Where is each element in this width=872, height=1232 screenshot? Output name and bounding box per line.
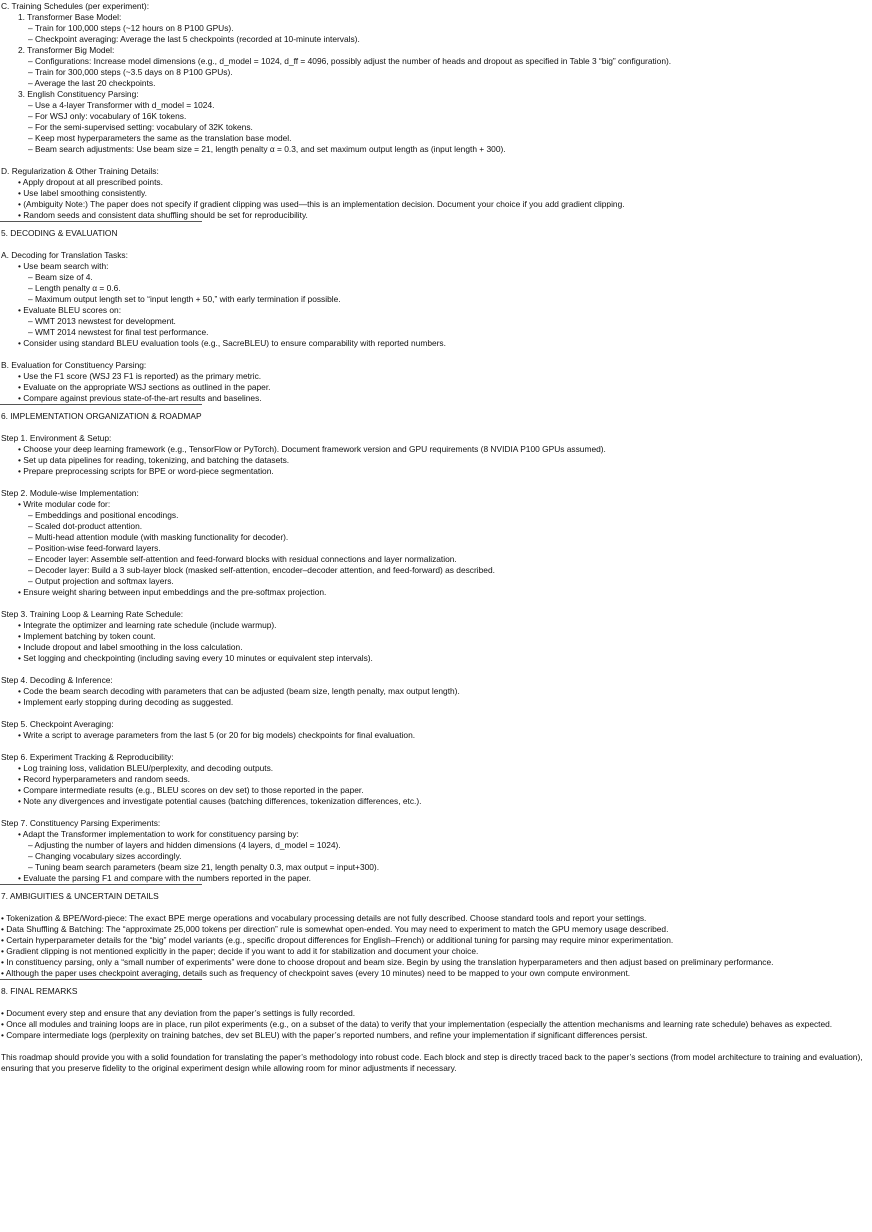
text-line: • Use beam search with: [18,261,109,271]
blank-line [0,997,872,1008]
text-line: – Configurations: Increase model dimensions (e.g., d_model = 1024, d_ff = 4096, possibly adjust the number of heads and dropout as specified in Table 3 “big” configuration). [28,56,672,66]
blank-line [0,741,872,752]
section-divider [0,221,202,222]
text-line: This roadmap should provide you with a solid foundation for translating the paper’s methodology into robust code. Each block and step is directly traced back to the paper’s sections (from model architecture to training and evaluation), ensuring that you preserve fidelity to the original experiment design while allowing room for minor adjustments if necessary. [1,1052,863,1073]
blank-line [0,664,872,675]
text-line: – Length penalty α = 0.6. [28,283,121,293]
text-line: – WMT 2014 newstest for final test performance. [28,327,209,337]
text-line: Step 5. Checkpoint Averaging: [1,719,114,729]
text-line: • Document every step and ensure that any deviation from the paper’s settings is fully recorded. [1,1008,356,1018]
text-line: • Integrate the optimizer and learning rate schedule (include warmup). [18,620,277,630]
text-line: Step 7. Constituency Parsing Experiments: [1,818,161,828]
text-line: – Maximum output length set to “input length + 50,” with early termination if possible. [28,294,341,304]
blank-line [0,902,872,913]
text-line: 8. FINAL REMARKS [1,986,78,996]
text-line: • Set logging and checkpointing (including saving every 10 minutes or equivalent step intervals). [18,653,373,663]
text-line: • Write modular code for: [18,499,111,509]
text-line: • In constituency parsing, only a “small number of experiments” were done to choose dropout and beam size. Begin by using the translation hyperparameters and then adjust based on preliminary performance. [1,957,774,967]
text-line: • Compare against previous state-of-the-art results and baselines. [18,393,262,403]
text-line: • Adapt the Transformer implementation to work for constituency parsing by: [18,829,299,839]
text-line: – Average the last 20 checkpoints. [28,78,156,88]
text-line: – Train for 100,000 steps (~12 hours on 8 P100 GPUs). [28,23,234,33]
text-line: 1. Transformer Base Model: [18,12,122,22]
text-line: • Prepare preprocessing scripts for BPE or word-piece segmentation. [18,466,274,476]
section-divider [0,979,202,980]
text-line: • Random seeds and consistent data shuffling should be set for reproducibility. [18,210,308,220]
text-line: • Tokenization & BPE/Word-piece: The exact BPE merge operations and vocabulary processing details are not fully described. Choose standard tools and report your settings. [1,913,647,923]
text-line: C. Training Schedules (per experiment): [1,1,150,11]
blank-line [0,807,872,818]
blank-line [0,598,872,609]
text-line: Step 3. Training Loop & Learning Rate Schedule: [1,609,184,619]
text-line: • Implement early stopping during decoding as suggested. [18,697,234,707]
text-line: • Code the beam search decoding with parameters that can be adjusted (beam size, length penalty, max output length). [18,686,460,696]
text-line: 2. Transformer Big Model: [18,45,115,55]
blank-line [0,349,872,360]
text-line: – Output projection and softmax layers. [28,576,174,586]
text-line: • Ensure weight sharing between input embeddings and the pre-softmax projection. [18,587,327,597]
text-line: • Although the paper uses checkpoint averaging, details such as frequency of checkpoint saves (every 10 minutes) need to be mapped to your own compute environment. [1,968,631,978]
text-line: • Set up data pipelines for reading, tokenizing, and batching the datasets. [18,455,290,465]
section-divider [0,884,202,885]
text-line: – For WSJ only: vocabulary of 16K tokens. [28,111,187,121]
text-line: • Note any divergences and investigate potential causes (batching differences, tokenization differences, etc.). [18,796,422,806]
text-line: – Multi-head attention module (with masking functionality for decoder). [28,532,289,542]
text-line: Step 6. Experiment Tracking & Reproducibility: [1,752,174,762]
text-line: – Checkpoint averaging: Average the last 5 checkpoints (recorded at 10-minute intervals). [28,34,360,44]
blank-line [0,422,872,433]
text-line: • Choose your deep learning framework (e.g., TensorFlow or PyTorch). Document framework version and GPU requirements (8 NVIDIA P100 GPUs assumed). [18,444,606,454]
text-line: A. Decoding for Translation Tasks: [1,250,128,260]
blank-line [0,1041,872,1052]
text-line: – Encoder layer: Assemble self-attention and feed-forward blocks with residual connections and layer normalization. [28,554,457,564]
text-line: • Evaluate on the appropriate WSJ sections as outlined in the paper. [18,382,271,392]
text-line: • Evaluate BLEU scores on: [18,305,122,315]
text-line: 5. DECODING & EVALUATION [1,228,118,238]
text-line: Step 1. Environment & Setup: [1,433,112,443]
blank-line [0,239,872,250]
text-line: – Scaled dot-product attention. [28,521,143,531]
text-line: • Use the F1 score (WSJ 23 F1 is reported) as the primary metric. [18,371,262,381]
text-line: 6. IMPLEMENTATION ORGANIZATION & ROADMAP [1,411,202,421]
text-line: • Include dropout and label smoothing in the loss calculation. [18,642,243,652]
text-line: – Keep most hyperparameters the same as the translation base model. [28,133,292,143]
text-line: • Once all modules and training loops are in place, run pilot experiments (e.g., on a subset of the data) to verify that your implementation (especially the attention mechanisms and learning rate schedule) behaves as expected. [1,1019,833,1029]
blank-line [0,477,872,488]
text-line: Step 2. Module-wise Implementation: [1,488,139,498]
text-line: – Embeddings and positional encodings. [28,510,179,520]
text-line: • Consider using standard BLEU evaluation tools (e.g., SacreBLEU) to ensure comparability with reported numbers. [18,338,446,348]
text-line: B. Evaluation for Constituency Parsing: [1,360,147,370]
text-line: • Apply dropout at all prescribed points. [18,177,163,187]
text-line: 3. English Constituency Parsing: [18,89,139,99]
text-line: – WMT 2013 newstest for development. [28,316,176,326]
text-line: • Implement batching by token count. [18,631,156,641]
text-line: Step 4. Decoding & Inference: [1,675,113,685]
text-line: • Data Shuffling & Batching: The “approximate 25,000 tokens per direction” rule is somewhat open-ended. You may need to experiment to match the GPU memory usage described. [1,924,669,934]
text-line: • Gradient clipping is not mentioned explicitly in the paper; decide if you want to add it for stabilization and document your choice. [1,946,479,956]
text-line: – Position-wise feed-forward layers. [28,543,161,553]
text-line: • Record hyperparameters and random seeds. [18,774,190,784]
text-line: • Write a script to average parameters from the last 5 (or 20 for big models) checkpoints for final evaluation. [18,730,416,740]
section-divider [0,404,202,405]
text-line: – For the semi-supervised setting: vocabulary of 32K tokens. [28,122,253,132]
text-line: – Tuning beam search parameters (beam size 21, length penalty 0.3, max output = input+300). [28,862,380,872]
text-line: • Compare intermediate results (e.g., BLEU scores on dev set) to those reported in the paper. [18,785,364,795]
text-line: – Beam size of 4. [28,272,93,282]
blank-line [0,708,872,719]
text-line: – Use a 4-layer Transformer with d_model = 1024. [28,100,215,110]
text-line: • Evaluate the parsing F1 and compare with the numbers reported in the paper. [18,873,311,883]
text-line: – Beam search adjustments: Use beam size = 21, length penalty α = 0.3, and set maximum output length as (input length + 300). [28,144,506,154]
text-line: – Changing vocabulary sizes accordingly. [28,851,182,861]
text-line: D. Regularization & Other Training Details: [1,166,159,176]
text-line: • Compare intermediate logs (perplexity on training batches, dev set BLEU) with the paper’s reported numbers, and refine your implementation if significant differences persist. [1,1030,648,1040]
text-line: • Log training loss, validation BLEU/perplexity, and decoding outputs. [18,763,274,773]
text-line: – Decoder layer: Build a 3 sub-layer block (masked self-attention, encoder–decoder attention, and feed-forward) as described. [28,565,495,575]
text-line: 7. AMBIGUITIES & UNCERTAIN DETAILS [1,891,159,901]
text-line: – Adjusting the number of layers and hidden dimensions (4 layers, d_model = 1024). [28,840,341,850]
text-line: – Train for 300,000 steps (~3.5 days on 8 P100 GPUs). [28,67,233,77]
text-line: • Certain hyperparameter details for the “big” model variants (e.g., specific dropout differences for English–French) or additional tuning for parsing may require minor experimentation. [1,935,674,945]
text-line: • Use label smoothing consistently. [18,188,147,198]
text-line: • (Ambiguity Note:) The paper does not specify if gradient clipping was used—this is an implementation decision. Document your choice if you add gradient clipping. [18,199,625,209]
blank-line [0,155,872,166]
